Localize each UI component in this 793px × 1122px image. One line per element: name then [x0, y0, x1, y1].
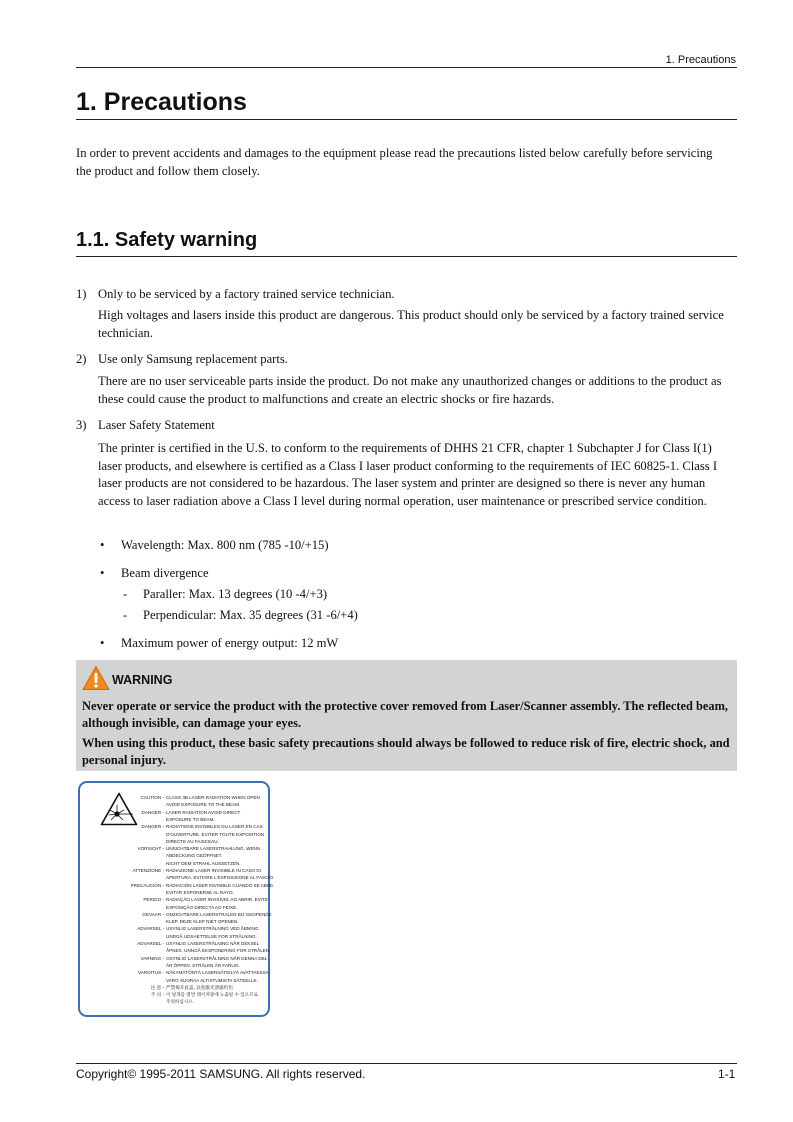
spec-power: Maximum power of energy output: 12 mW — [121, 636, 339, 650]
label-line: KLEP. DEZE KLEP NIET OPENEN. — [166, 919, 239, 925]
label-line: RADIAÇÃO LASER INVISÍVEL AO ABRIR. EVITE — [166, 897, 268, 903]
label-key: GEVAAR - — [142, 911, 164, 917]
item-heading: Laser Safety Statement — [98, 418, 215, 432]
label-line: EXPOSURE TO BEAM. — [166, 816, 215, 822]
label-line: RADIATIONS INVISIBLES DU LASER EN CAS — [166, 824, 263, 830]
label-line: VARO SUORAA ALTISTUMISTA SÄTEELLE. — [166, 977, 258, 983]
label-line: RADIAZIONE LASER INVISIBILE IN CASO DI — [166, 868, 261, 873]
item-body: The printer is certified in the U.S. to conform to the requirements of DHHS 21 CFR, chapter 1 Subchapter J for Class I(1) laser products, and elsewhere is certified as a Class I laser product conforming to the requirements of IEC 60825-1. Class I laser products are not considered to be hazardous. The laser system and printer are designed so there is never any human access to laser radiation above a Class I level during normal operation, user maintenance or prescribed service condition. — [98, 441, 718, 508]
label-key: CAUTION - — [140, 795, 164, 800]
intro-paragraph: In order to prevent accidents and damages to the equipment please read the precautions listed below carefully before servicing the product and follow them closely. — [76, 146, 713, 178]
item-heading: Only to be serviced by a factory trained service technician. — [98, 287, 395, 301]
item-number: 2) — [76, 352, 87, 366]
label-line: LASER RADIATION AVOID DIRECT — [166, 809, 241, 815]
label-key: ADVARSEL - — [137, 941, 164, 946]
footer-rule — [76, 1063, 737, 1064]
label-line: 严禁揭开此盖, 以免激光泄露灼伤 — [166, 984, 233, 990]
label-key: ATTENZIONE - — [132, 868, 164, 873]
label-line: UNDGÅ UDSAETTELSE FOR STRÅLNING. — [166, 933, 257, 939]
label-line: RADIACIÓN LASER INVISIBLE CUANDO SE ABRE. — [166, 882, 275, 888]
label-line: CLASS 3B LASER RADIATION WHEN OPEN — [166, 795, 260, 800]
warning-text: Never operate or service the product with the protective cover removed from Laser/Scanner assembly. The reflected beam, although invisible, can damage your eyes. — [82, 699, 729, 730]
dash-icon: - — [123, 587, 128, 601]
label-key: VARNING - — [140, 955, 164, 961]
dash-icon: - — [123, 608, 128, 622]
label-line: OSYNLIG LASERSTRÅLNING NÄR DENNA DEL — [166, 955, 268, 961]
caution-label — [78, 781, 275, 1017]
label-key: VORSICHT - — [137, 846, 164, 852]
label-line: D'OUVERTURE. EVITER TOUTE EXPOSITION — [166, 831, 265, 837]
page-number: 1-1 — [718, 1067, 736, 1081]
label-line: APERTURA. EVITARE L'ESPOSIZIONE AL FASCIO. — [166, 875, 275, 881]
label-line: ÄR ÖPPEN. STRÅLEN ÄR FARLIG. — [166, 962, 241, 968]
header-rule — [76, 67, 737, 68]
spec-paraller: Paraller: Max. 13 degrees (10 -4/+3) — [143, 587, 328, 601]
laser-hazard-icon — [100, 792, 138, 826]
label-line: ONZICHTBARE LASERSTRALEN BIJ GEOPENDE — [166, 911, 272, 917]
label-line: ABDECKUNG GEÖFFNET. — [166, 853, 223, 859]
label-line: USYNLIG LASERSTRÅLNING NÅR DEKSEL — [166, 941, 260, 946]
section-title: 1.1. Safety warning — [76, 229, 258, 251]
warning-triangle-icon — [82, 665, 110, 691]
label-line: NÄKYMÄTÖNTÄ LASERSÄTEILYÄ AVATTAESSA. — [166, 970, 270, 976]
label-key: ADVARSEL - — [137, 926, 164, 932]
label-key: DANGER - — [141, 809, 164, 815]
label-line: 주의하십시오. — [166, 999, 194, 1005]
label-line: AVOID EXPOSURE TO THE BEAM. — [166, 802, 241, 808]
label-line: 이 덮개를 열면 레이저광에 노출될 수 있으므로 — [166, 992, 258, 998]
label-line: EXPOSIÇÃO DIRECTA AO FEIXE. — [166, 904, 238, 910]
copyright-text: Copyright© 1995-2011 SAMSUNG. All rights reserved. — [76, 1067, 366, 1081]
label-key: 注 意 - — [150, 984, 164, 990]
section-rule — [76, 256, 737, 257]
label-line: USYNLIG LASERSTRÅLNING VED ÅBNING. — [166, 926, 260, 932]
label-line: EVITAR EXPONERSE AL RAYO. — [166, 889, 234, 895]
label-line: NICHT DEM STRAHL AUSSETZEN. — [166, 860, 241, 866]
item-heading: Use only Samsung replacement parts. — [98, 352, 288, 366]
item-number: 1) — [76, 287, 87, 301]
item-body: High voltages and lasers inside this product are dangerous. This product should only be serviced by a factory trained service technician. — [98, 308, 724, 340]
label-key: 주 의 - — [151, 992, 164, 998]
spec-divergence: Beam divergence — [121, 566, 209, 580]
warning-text: When using this product, these basic safety precautions should always be followed to reduce risk of fire, electric shock, and personal injury. — [82, 736, 730, 767]
label-key: VAROITUS - — [138, 970, 164, 976]
title-rule — [76, 119, 737, 120]
label-key: PRECAUCIÓN - — [130, 882, 164, 888]
label-line: UNSICHTBARE LASERSTRAHLUNG, WENN — [166, 846, 261, 852]
item-number: 3) — [76, 418, 87, 432]
item-body: There are no user serviceable parts inside the product. Do not make any unauthorized changes or additions to the product as these could cause the product to malfunctions and create an electric shocks or fire hazards. — [98, 374, 722, 406]
bullet-icon: • — [100, 566, 105, 580]
label-line: ÅPNES. UNNGÅ EKSPONERING FOR STRÅLEN. — [166, 948, 271, 954]
page-title: 1. Precautions — [76, 88, 247, 116]
label-key: PERIGO - — [143, 897, 164, 903]
bullet-icon: • — [100, 538, 105, 552]
label-line: DIRECTE AU FAISCEAU. — [166, 838, 219, 844]
spec-perpendicular: Perpendicular: Max. 35 degrees (31 -6/+4) — [143, 608, 358, 622]
spec-wavelength: Wavelength: Max. 800 nm (785 -10/+15) — [121, 538, 329, 552]
label-key: DANGER - — [141, 824, 164, 830]
warning-box — [76, 660, 737, 771]
warning-title: WARNING — [112, 673, 173, 687]
bullet-icon: • — [100, 636, 105, 650]
running-header: 1. Precautions — [665, 54, 736, 66]
